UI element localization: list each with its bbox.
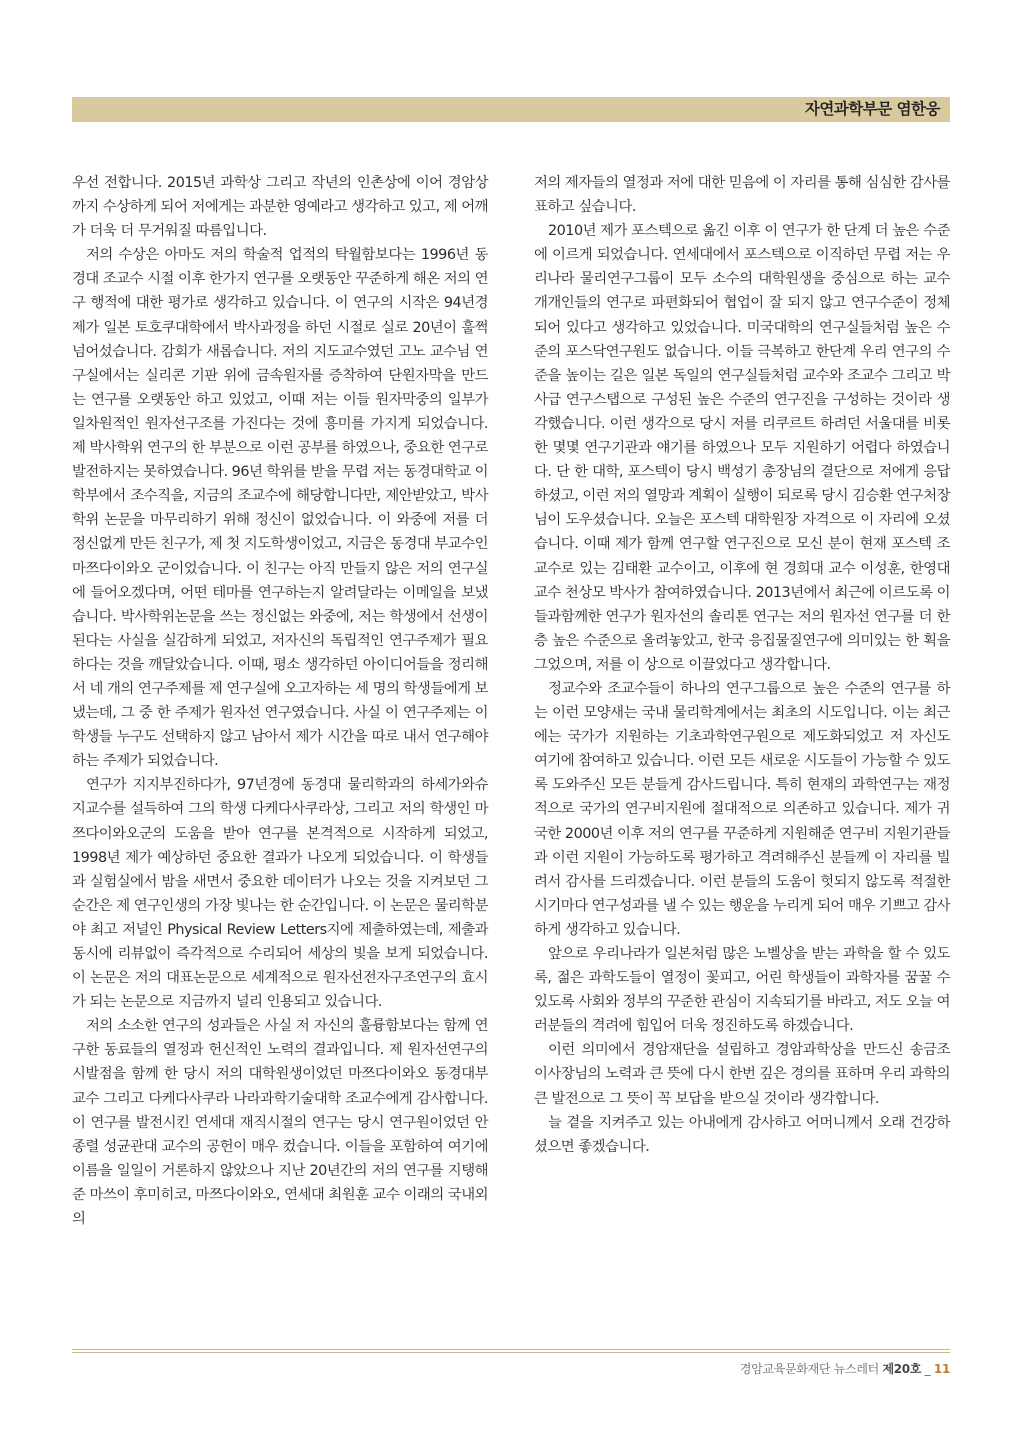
- paragraph: 이런 의미에서 경암재단을 설립하고 경암과학상을 만드신 송금조 이사장님의 노력과 큰 뜻에 다시 한번 깊은 경의를 표하며 우리 과학의 큰 발전으로 그 뜻이 꼭 보답을 받으실 것이라 생각합니다.: [534, 1042, 950, 1107]
- paragraph: 저의 소소한 연구의 성과들은 사실 저 자신의 훌륭함보다는 함께 연구한 동료들의 열정과 헌신적인 노력의 결과입니다. 제 원자선연구의 시발점을 함께 한 당시 저의 대학원생이었던 마쯔다이와오 동경대부교수 그리고 다케다사쿠라 나라과학기술대학 조교수에게 감사합니다. 이 연구를 발전시킨 연세대 재직시절의 연구는 당시 연구원이었던 안종렬 성균관대 교수의 공헌이 매우 컸습니다. 이들을 포함하여 여기에 이름을 일일이 거론하지 않았으나 지난 20년간의 저의 연구를 지탱해준 마쓰이 후미히코, 마쯔다이와오, 연세대 최원훈 교수 이래의 국내외의: [72, 1018, 488, 1228]
- right-column: [534, 171, 950, 1159]
- paragraph: 늘 곁을 지켜주고 있는 아내에게 감사하고 어머니께서 오래 건강하셨으면 좋겠습니다.: [534, 1114, 950, 1155]
- paragraph: 저의 수상은 아마도 저의 학술적 업적의 탁월함보다는 1996년 동경대 조교수 시절 이후 한가지 연구를 오랫동안 꾸준하게 해온 저의 연구 행적에 대한 평가로 생각하고 있습니다. 이 연구의 시작은 94년경 제가 일본 토호쿠대학에서 박사과정을 하던 시절로 실로 20년이 훌쩍 넘어섰습니다. 감회가 새롭습니다. 저의 지도교수였던 고노 교수님 연구실에서는 실리콘 기판 위에 금속원자를 증착하여 단원자막을 만드는 연구를 오랫동안 하고 있었고, 이때 저는 이들 원자막중의 일부가 일차원적인 원자선구조를 가진다는 것에 흥미를 가지게 되었습니다. 제 박사학위 연구의 한 부분으로 이런 공부를 하였으나, 중요한 연구로 발전하지는 못하였습니다. 96년 학위를 받을 무렵 저는 동경대학교 이학부에서 조수직을, 지금의 조교수에 해당합니다만, 제안받았고, 박사학위 논문을 마무리하기 위해 정신이 없었습니다. 이 와중에 저를 더 정신없게 만든 친구가, 제 첫 지도학생이었고, 지금은 동경대 부교수인 마쯔다이와오 군이었습니다. 이 친구는 아직 만들지 않은 저의 연구실에 들어오겠다며, 어떤 테마를 연구하는지 알려달라는 이메일을 보냈습니다. 박사학위논문을 쓰는 정신없는 와중에, 저는 학생에서 선생이 된다는 사실을 실감하게 되었고, 저자신의 독립적인 연구주제가 필요하다는 것을 깨달았습니다. 이때, 평소 생각하던 아이디어들을 정리해서 네 개의 연구주제를 제 연구실에 오고자하는 세 명의 학생들에게 보냈는데, 그 중 한 주제가 원자선 연구였습니다. 사실 이 연구주제는 이 학생들 누구도 선택하지 않고 남아서 제가 시간을 따로 내서 연구해야하는 주제가 되었습니다.: [72, 247, 488, 770]
- footer-separator: _: [924, 1362, 931, 1376]
- paragraph: 앞으로 우리나라가 일본처럼 많은 노벨상을 받는 과학을 할 수 있도록, 젊은 과학도들이 열정이 꽃피고, 어린 학생들이 과학자를 꿈꿀 수 있도록 사회와 정부의 꾸준한 관심이 지속되기를 바라고, 저도 오늘 여러분들의 격려에 힘입어 더욱 정진하도록 하겠습니다.: [534, 946, 950, 1035]
- paragraph: 2010년 제가 포스텍으로 옮긴 이후 이 연구가 한 단계 더 높은 수준에 이르게 되었습니다. 연세대에서 포스텍으로 이직하던 무렵 저는 우리나라 물리연구그룹이 모두 소수의 대학원생을 중심으로 하는 교수 개개인들의 연구로 파편화되어 협업이 잘 되지 않고 연구수준이 정체되어 있다고 생각하고 있었습니다. 미국대학의 연구실들처럼 높은 수준의 포스닥연구원도 없습니다. 이들 극복하고 한단계 우리 연구의 수준을 높이는 길은 일본 독일의 연구실들처럼 교수와 조교수 그리고 박사급 연구스탭으로 구성된 높은 수준의 연구진을 구성하는 것이라 생각했습니다. 이런 생각으로 당시 저를 리쿠르트 하려던 서울대를 비롯한 몇몇 연구기관과 얘기를 하였으나 모두 지원하기 어렵다 하였습니다. 단 한 대학, 포스텍이 당시 백성기 총장님의 결단으로 저에게 응답하셨고, 이런 저의 열망과 계획이 실행이 되로록 당시 김승환 연구처장님이 도우셨습니다. 오늘은 포스텍 대학원장 자격으로 이 자리에 오셨습니다. 이때 제가 함께 연구할 연구진으로 모신 분이 현재 포스텍 조교수로 있는 김태환 교수이고, 이후에 현 경희대 교수 이성훈, 한영대 교수 천상모 박사가 참여하였습니다. 2013년에서 최근에 이르도록 이들과함께한 연구가 원자선의 솔리톤 연구는 저의 원자선 연구를 더 한층 높은 수준으로 올려놓았고, 한국 응집물질연구에 의미있는 한 획을 그었으며, 저를 이 상으로 이끌었다고 생각합니다.: [534, 223, 950, 673]
- footer-divider: [72, 1349, 950, 1350]
- publication-name: 경암교육문화재단 뉴스레터: [739, 1362, 879, 1376]
- page-footer: [740, 1360, 950, 1377]
- paragraph: 저의 제자들의 열정과 저에 대한 믿음에 이 자리를 통해 심심한 감사를 표하고 싶습니다.: [534, 175, 950, 216]
- paragraph: 정교수와 조교수들이 하나의 연구그룹으로 높은 수준의 연구를 하는 이런 모양새는 국내 물리학계에서는 최초의 시도입니다. 이는 최근에는 국가가 지원하는 기초과학연구원으로 제도화되었고 저 자신도 여기에 참여하고 있습니다. 이런 모든 새로운 시도들이 가능할 수 있도록 도와주신 모든 분들게 감사드립니다. 특히 현재의 과학연구는 재정적으로 국가의 연구비지원에 절대적으로 의존하고 있습니다. 제가 귀국한 2000년 이후 저의 연구를 꾸준하게 지원해준 연구비 지원기관들과 이런 지원이 가능하도록 평가하고 격려해주신 분들께 이 자리를 빌려서 감사를 드리겠습니다. 이런 분들의 도움이 헛되지 않도록 적절한 시기마다 연구성과를 낼 수 있는 행운을 누리게 되어 매우 기쁘고 감사하게 생각하고 있습니다.: [534, 680, 950, 938]
- page-number: 11: [933, 1362, 950, 1376]
- section-header-band: [72, 97, 950, 122]
- section-title: 자연과학부문 염한웅: [804, 100, 940, 118]
- paragraph: 연구가 지지부진하다가, 97년경에 동경대 물리학과의 하세가와슈지교수를 설득하여 그의 학생 다케다사쿠라상, 그리고 저의 학생인 마쯔다이와오군의 도움을 받아 연구를 본격적으로 시작하게 되었고, 1998년 제가 예상하던 중요한 결과가 나오게 되었습니다. 이 학생들과 실험실에서 밤을 새면서 중요한 데이터가 나오는 것을 지켜보던 그 순간은 제 연구인생의 가장 빛나는 한 순간입니다. 이 논문은 물리학분야 최고 저널인 Physical Review Letters지에 제출하였는데, 제출과 동시에 리뷰없이 즉각적으로 수리되어 세상의 빛을 보게 되었습니다. 이 논문은 저의 대표논문으로 세계적으로 원자선전자구조연구의 효시가 되는 논문으로 지금까지 널리 인용되고 있습니다.: [72, 777, 488, 1011]
- footer-divider: [72, 1352, 950, 1353]
- left-column: [72, 171, 488, 1231]
- paragraph: 우선 전합니다. 2015년 과학상 그리고 작년의 인촌상에 이어 경암상까지 수상하게 되어 저에게는 과분한 영예라고 생각하고 있고, 제 어깨가 더욱 더 무거워질 따름입니다.: [72, 175, 488, 240]
- issue-number: 제20호: [882, 1362, 922, 1376]
